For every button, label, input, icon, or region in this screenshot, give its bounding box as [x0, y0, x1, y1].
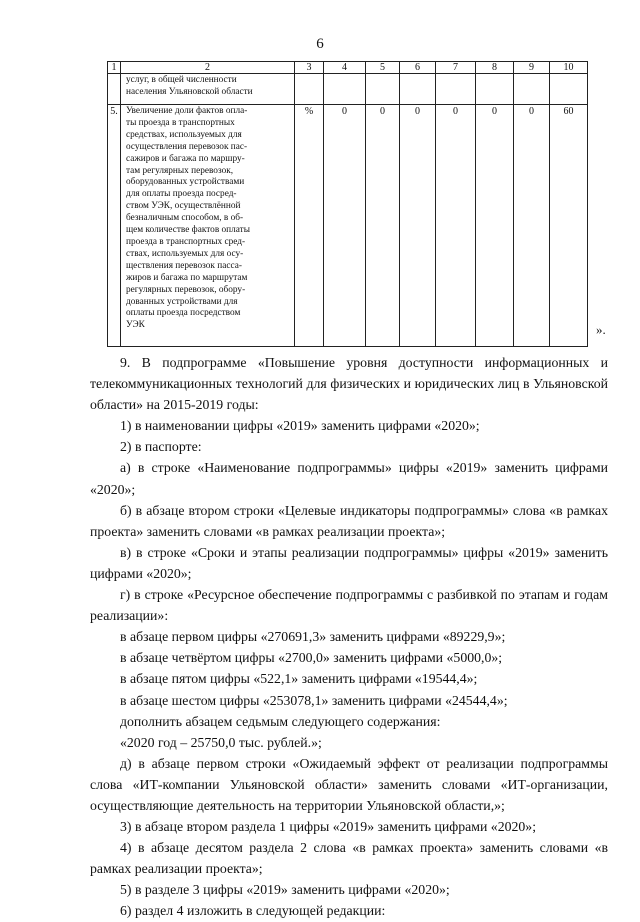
- paragraph: «2020 год – 25750,0 тыс. рублей.»;: [120, 734, 322, 750]
- paragraph: б) в абзаце втором строки «Целевые индикаторы подпрограммы» слова «в рамках проекта» заменить словами «в рамках реализации проекта»;: [90, 502, 608, 539]
- continued-description: услуг, в общей численности населения Ульяновской области: [121, 74, 295, 105]
- paragraph: в абзаце первом цифры «270691,3» заменить цифрами «89229,9»;: [120, 629, 506, 645]
- header-cell: 7: [436, 62, 476, 74]
- unit-cell: %: [295, 105, 324, 347]
- paragraph: 9. В подпрограмме «Повышение уровня доступности информационных и телекоммуникационных технологий для физических и юридических лиц в Ульяновской области» на 2015-2019 годы:: [90, 355, 608, 413]
- paragraph: д) в абзаце первом строки «Ожидаемый эффект от реализации подпрограммы слова «ИТ-компании Ульяновской области» заменить словами «ИТ-организации, осуществляющие деятельность на территории Ульяновской области,»;: [90, 755, 608, 813]
- table-header-row: [108, 62, 588, 74]
- paragraph: 6) раздел 4 изложить в следующей редакции:: [120, 903, 386, 919]
- paragraph: 5) в разделе 3 цифры «2019» заменить цифрами «2020»;: [120, 882, 450, 898]
- header-cell: 8: [476, 62, 514, 74]
- header-cell: 10: [550, 62, 588, 74]
- value-cell: 0: [514, 105, 550, 347]
- header-cell: 5: [366, 62, 400, 74]
- indicator-description: Увеличение доли фактов опла- ты проезда в транспортных средствах, используемых для осуществления перевозок пас- сажиров и багажа по маршру- там регулярных перевозок, оборудованных устройствами для оплаты проезда посред- ством УЭК, осуществлённой безналичным способом, в об- щем количестве фактов оплаты проезда в транспортных сред- ствах, используемых для осу- ществления перевозок пасса- жиров и багажа по маршрутам регулярных перевозок, обору- дованных устройствами для оплаты проезда посредством УЭК: [121, 105, 295, 347]
- paragraph: в абзаце пятом цифры «522,1» заменить цифрами «19544,4»;: [120, 671, 478, 687]
- header-cell: 9: [514, 62, 550, 74]
- header-cell: 2: [121, 62, 295, 74]
- value-cell: 60: [550, 105, 588, 347]
- value-cell: 0: [476, 105, 514, 347]
- paragraph: дополнить абзацем седьмым следующего содержания:: [120, 713, 441, 729]
- table-row: [108, 105, 588, 347]
- header-cell: 6: [400, 62, 436, 74]
- value-cell: 0: [324, 105, 366, 347]
- header-cell: 4: [324, 62, 366, 74]
- header-cell: 3: [295, 62, 324, 74]
- document-body: [90, 352, 608, 922]
- paragraph: 2) в паспорте:: [120, 439, 202, 455]
- paragraph: 1) в наименовании цифры «2019» заменить цифрами «2020»;: [120, 418, 480, 434]
- closing-quote: ».: [596, 322, 606, 337]
- paragraph: 3) в абзаце втором раздела 1 цифры «2019» заменить цифрами «2020»;: [120, 819, 537, 835]
- page-number: 6: [316, 36, 324, 52]
- value-cell: 0: [400, 105, 436, 347]
- paragraph: в абзаце шестом цифры «253078,1» заменить цифрами «24544,4»;: [120, 692, 508, 708]
- paragraph: г) в строке «Ресурсное обеспечение подпрограммы с разбивкой по этапам и годам реализации»:: [90, 587, 608, 624]
- indicator-table: [107, 61, 588, 347]
- paragraph: в абзаце четвёртом цифры «2700,0» заменить цифрами «5000,0»;: [120, 650, 503, 666]
- header-cell: 1: [108, 62, 121, 74]
- paragraph: а) в строке «Наименование подпрограммы» цифры «2019» заменить цифрами «2020»;: [90, 460, 608, 497]
- paragraph: в) в строке «Сроки и этапы реализации подпрограммы» цифры «2019» заменить цифрами «2020»;: [90, 544, 608, 581]
- paragraph: 4) в абзаце десятом раздела 2 слова «в рамках проекта» заменить словами «в рамках реализации проекта»;: [90, 840, 608, 877]
- table-row: [108, 74, 588, 105]
- value-cell: 0: [436, 105, 476, 347]
- row-number: 5.: [108, 105, 121, 347]
- value-cell: 0: [366, 105, 400, 347]
